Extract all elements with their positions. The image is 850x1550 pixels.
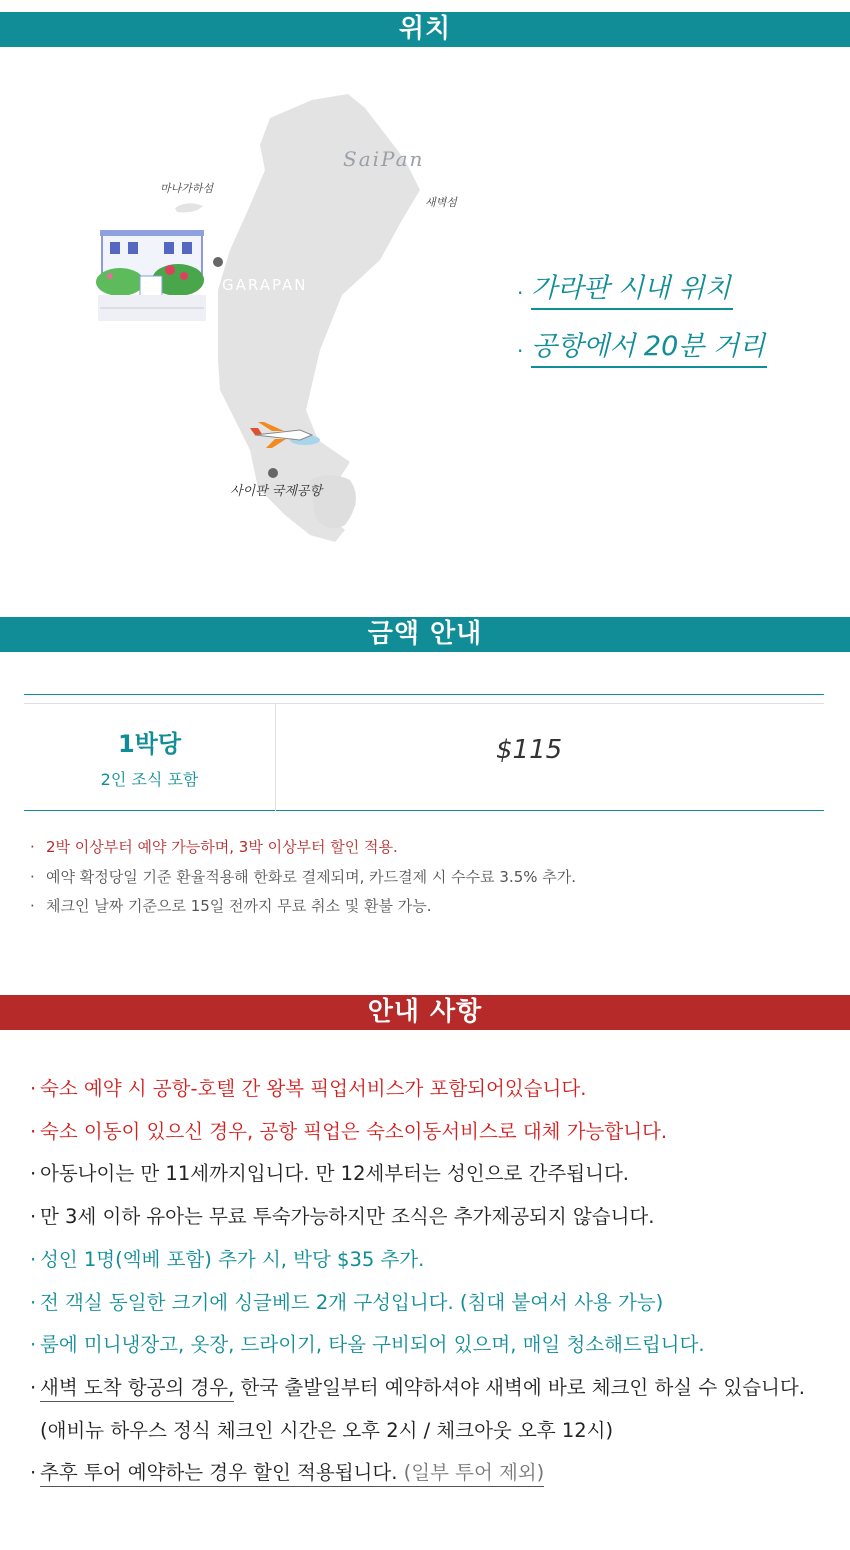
- map-label-airport: 사이판 국제공항: [230, 484, 323, 499]
- price-note: · 예약 확정당일 기준 환율적용해 한화로 결제되며, 카드결제 시 수수료 3.5% 추가.: [30, 867, 577, 886]
- bullet-icon: ·: [517, 281, 524, 305]
- location-item-text: 공항에서 20분 거리: [531, 330, 767, 368]
- guide-item: · 새벽 도착 항공의 경우, 한국 출발일부터 예약하셔야 새벽에 바로 체크인 하실 수 있습니다.: [30, 1367, 830, 1410]
- price-notes: [30, 833, 576, 922]
- price-section-title: 금액 안내: [0, 617, 850, 652]
- airport-dot: [268, 468, 278, 478]
- map-label-saipan: SaiPan: [343, 147, 425, 171]
- managaha-island: [175, 203, 203, 212]
- guide-item: · 숙소 이동이 있으신 경우, 공항 픽업은 숙소이동서비스로 대체 가능합니다.: [30, 1119, 668, 1143]
- guide-item: · 룸에 미니냉장고, 옷장, 드라이기, 타올 구비되어 있으며, 매일 청소해드립니다.: [30, 1333, 705, 1357]
- guide-item: · 아동나이는 만 11세까지입니다. 만 12세부터는 성인으로 간주됩니다.: [30, 1162, 629, 1186]
- map-label-managaha: 마나가하섬: [160, 182, 214, 195]
- price-note: · 체크인 날짜 기준으로 15일 전까지 무료 취소 및 환불 가능.: [30, 897, 432, 915]
- guide-item: · 추후 투어 예약하는 경우 할인 적용됩니다. (일부 투어 제외): [30, 1452, 830, 1495]
- location-section-title: 위치: [0, 12, 850, 47]
- saipan-map: [80, 90, 460, 560]
- price-unit-cell: [24, 704, 276, 811]
- guide-item: · 만 3세 이하 유아는 무료 투숙가능하지만 조식은 추가제공되지 않습니다.: [30, 1205, 655, 1229]
- bullet-icon: ·: [517, 339, 524, 363]
- guide-item: (애비뉴 하우스 정식 체크인 시간은 오후 2시 / 체크아웃 오후 12시): [40, 1418, 614, 1442]
- guide-item: · 성인 1명(엑베 포함) 추가 시, 박당 $35 추가.: [30, 1247, 425, 1271]
- garapan-dot: [213, 257, 223, 267]
- guide-item: · 전 객실 동일한 크기에 싱글베드 2개 구성입니다. (침대 붙여서 사용 가능): [30, 1290, 664, 1314]
- guide-section-title: 안내 사항: [0, 995, 850, 1030]
- location-item-text: 가라판 시내 위치: [531, 272, 733, 310]
- price-note: · 2박 이상부터 예약 가능하며, 3박 이상부터 할인 적용.: [30, 838, 398, 856]
- guide-item: · 숙소 예약 시 공항-호텔 간 왕복 픽업서비스가 포함되어있습니다.: [30, 1077, 587, 1100]
- map-label-saebyeok: 새벽섬: [425, 196, 457, 209]
- hotel-illustration: [96, 230, 206, 321]
- location-item: [517, 270, 767, 310]
- price-amount: $115: [496, 735, 563, 765]
- price-table: [24, 694, 824, 811]
- price-unit-sub: 2인 조식 포함: [100, 770, 199, 789]
- location-item: [517, 328, 767, 368]
- guide-list: [30, 1068, 830, 1495]
- map-label-garapan: GARAPAN: [222, 276, 308, 294]
- location-highlights: [517, 270, 767, 386]
- price-unit-title: 1박당: [117, 730, 182, 758]
